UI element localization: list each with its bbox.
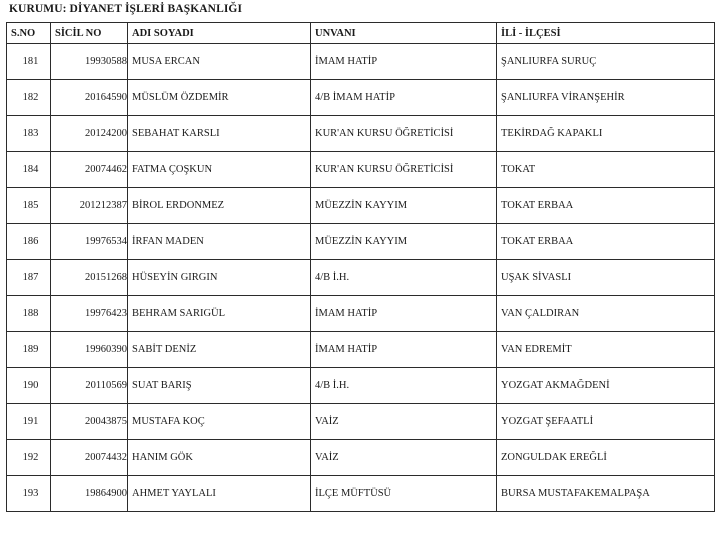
table-header-row (7, 23, 715, 44)
column-header-name: ADI SOYADI (128, 23, 311, 44)
table-row (7, 440, 715, 476)
cell-sno: 191 (7, 404, 51, 440)
cell-name: SUAT BARIŞ (128, 368, 311, 404)
table-row (7, 116, 715, 152)
cell-sno: 192 (7, 440, 51, 476)
cell-sno: 188 (7, 296, 51, 332)
column-header-sno: S.NO (7, 23, 51, 44)
table-row (7, 44, 715, 80)
cell-location: YOZGAT ŞEFAATLİ (497, 404, 715, 440)
cell-location: BURSA MUSTAFAKEMALPAŞA (497, 476, 715, 512)
cell-title: İMAM HATİP (311, 44, 497, 80)
cell-title: 4/B İ.H. (311, 260, 497, 296)
cell-sno: 190 (7, 368, 51, 404)
personnel-table (6, 22, 715, 512)
table-row (7, 476, 715, 512)
cell-title: VAİZ (311, 440, 497, 476)
cell-location: VAN EDREMİT (497, 332, 715, 368)
cell-location: UŞAK SİVASLI (497, 260, 715, 296)
cell-sicil-no: 20110569 (51, 368, 128, 404)
cell-title: MÜEZZİN KAYYIM (311, 188, 497, 224)
cell-sicil-no: 20043875 (51, 404, 128, 440)
cell-name: SABİT DENİZ (128, 332, 311, 368)
cell-title: VAİZ (311, 404, 497, 440)
table-row (7, 296, 715, 332)
cell-title: İMAM HATİP (311, 296, 497, 332)
cell-title: KUR'AN KURSU ÖĞRETİCİSİ (311, 152, 497, 188)
cell-location: ŞANLIURFA SURUÇ (497, 44, 715, 80)
cell-sicil-no: 20124200 (51, 116, 128, 152)
cell-sicil-no: 20074462 (51, 152, 128, 188)
cell-sicil-no: 19976423 (51, 296, 128, 332)
table-row (7, 368, 715, 404)
cell-name: HÜSEYİN GIRGIN (128, 260, 311, 296)
cell-sicil-no: 20164590 (51, 80, 128, 116)
cell-name: İRFAN MADEN (128, 224, 311, 260)
cell-sno: 181 (7, 44, 51, 80)
cell-name: BEHRAM SARIGÜL (128, 296, 311, 332)
cell-location: ZONGULDAK EREĞLİ (497, 440, 715, 476)
cell-title: MÜEZZİN KAYYIM (311, 224, 497, 260)
cell-sno: 186 (7, 224, 51, 260)
table-row (7, 404, 715, 440)
cell-location: TOKAT ERBAA (497, 224, 715, 260)
table-row (7, 80, 715, 116)
cell-title: KUR'AN KURSU ÖĞRETİCİSİ (311, 116, 497, 152)
cell-title: 4/B İ.H. (311, 368, 497, 404)
table-row (7, 224, 715, 260)
cell-location: VAN ÇALDIRAN (497, 296, 715, 332)
cell-sicil-no: 19930588 (51, 44, 128, 80)
cell-sno: 187 (7, 260, 51, 296)
cell-sicil-no: 19960390 (51, 332, 128, 368)
cell-sicil-no: 19864900 (51, 476, 128, 512)
cell-sno: 182 (7, 80, 51, 116)
cell-title: İLÇE MÜFTÜSÜ (311, 476, 497, 512)
cell-sno: 184 (7, 152, 51, 188)
column-header-sicil-no: SİCİL NO (51, 23, 128, 44)
table-body (7, 44, 715, 512)
column-header-location: İLİ - İLÇESİ (497, 23, 715, 44)
cell-name: HANIM GÖK (128, 440, 311, 476)
cell-sicil-no: 19976534 (51, 224, 128, 260)
cell-name: BİROL ERDONMEZ (128, 188, 311, 224)
cell-name: MÜSLÜM ÖZDEMİR (128, 80, 311, 116)
cell-sno: 183 (7, 116, 51, 152)
table-row (7, 188, 715, 224)
cell-title: İMAM HATİP (311, 332, 497, 368)
institution-header: KURUMU: DİYANET İŞLERİ BAŞKANLIĞI (9, 3, 243, 15)
cell-sno: 189 (7, 332, 51, 368)
table-row (7, 332, 715, 368)
cell-name: MUSA ERCAN (128, 44, 311, 80)
cell-sicil-no: 201212387 (51, 188, 128, 224)
cell-location: TEKİRDAĞ KAPAKLI (497, 116, 715, 152)
cell-name: SEBAHAT KARSLI (128, 116, 311, 152)
cell-location: ŞANLIURFA VİRANŞEHİR (497, 80, 715, 116)
cell-title: 4/B İMAM HATİP (311, 80, 497, 116)
cell-location: YOZGAT AKMAĞDENİ (497, 368, 715, 404)
cell-location: TOKAT (497, 152, 715, 188)
table-row (7, 152, 715, 188)
cell-sicil-no: 20074432 (51, 440, 128, 476)
column-header-title: UNVANI (311, 23, 497, 44)
cell-name: MUSTAFA KOÇ (128, 404, 311, 440)
cell-location: TOKAT ERBAA (497, 188, 715, 224)
table-row (7, 260, 715, 296)
cell-name: FATMA ÇOŞKUN (128, 152, 311, 188)
cell-sno: 193 (7, 476, 51, 512)
cell-sno: 185 (7, 188, 51, 224)
cell-sicil-no: 20151268 (51, 260, 128, 296)
cell-name: AHMET YAYLALI (128, 476, 311, 512)
